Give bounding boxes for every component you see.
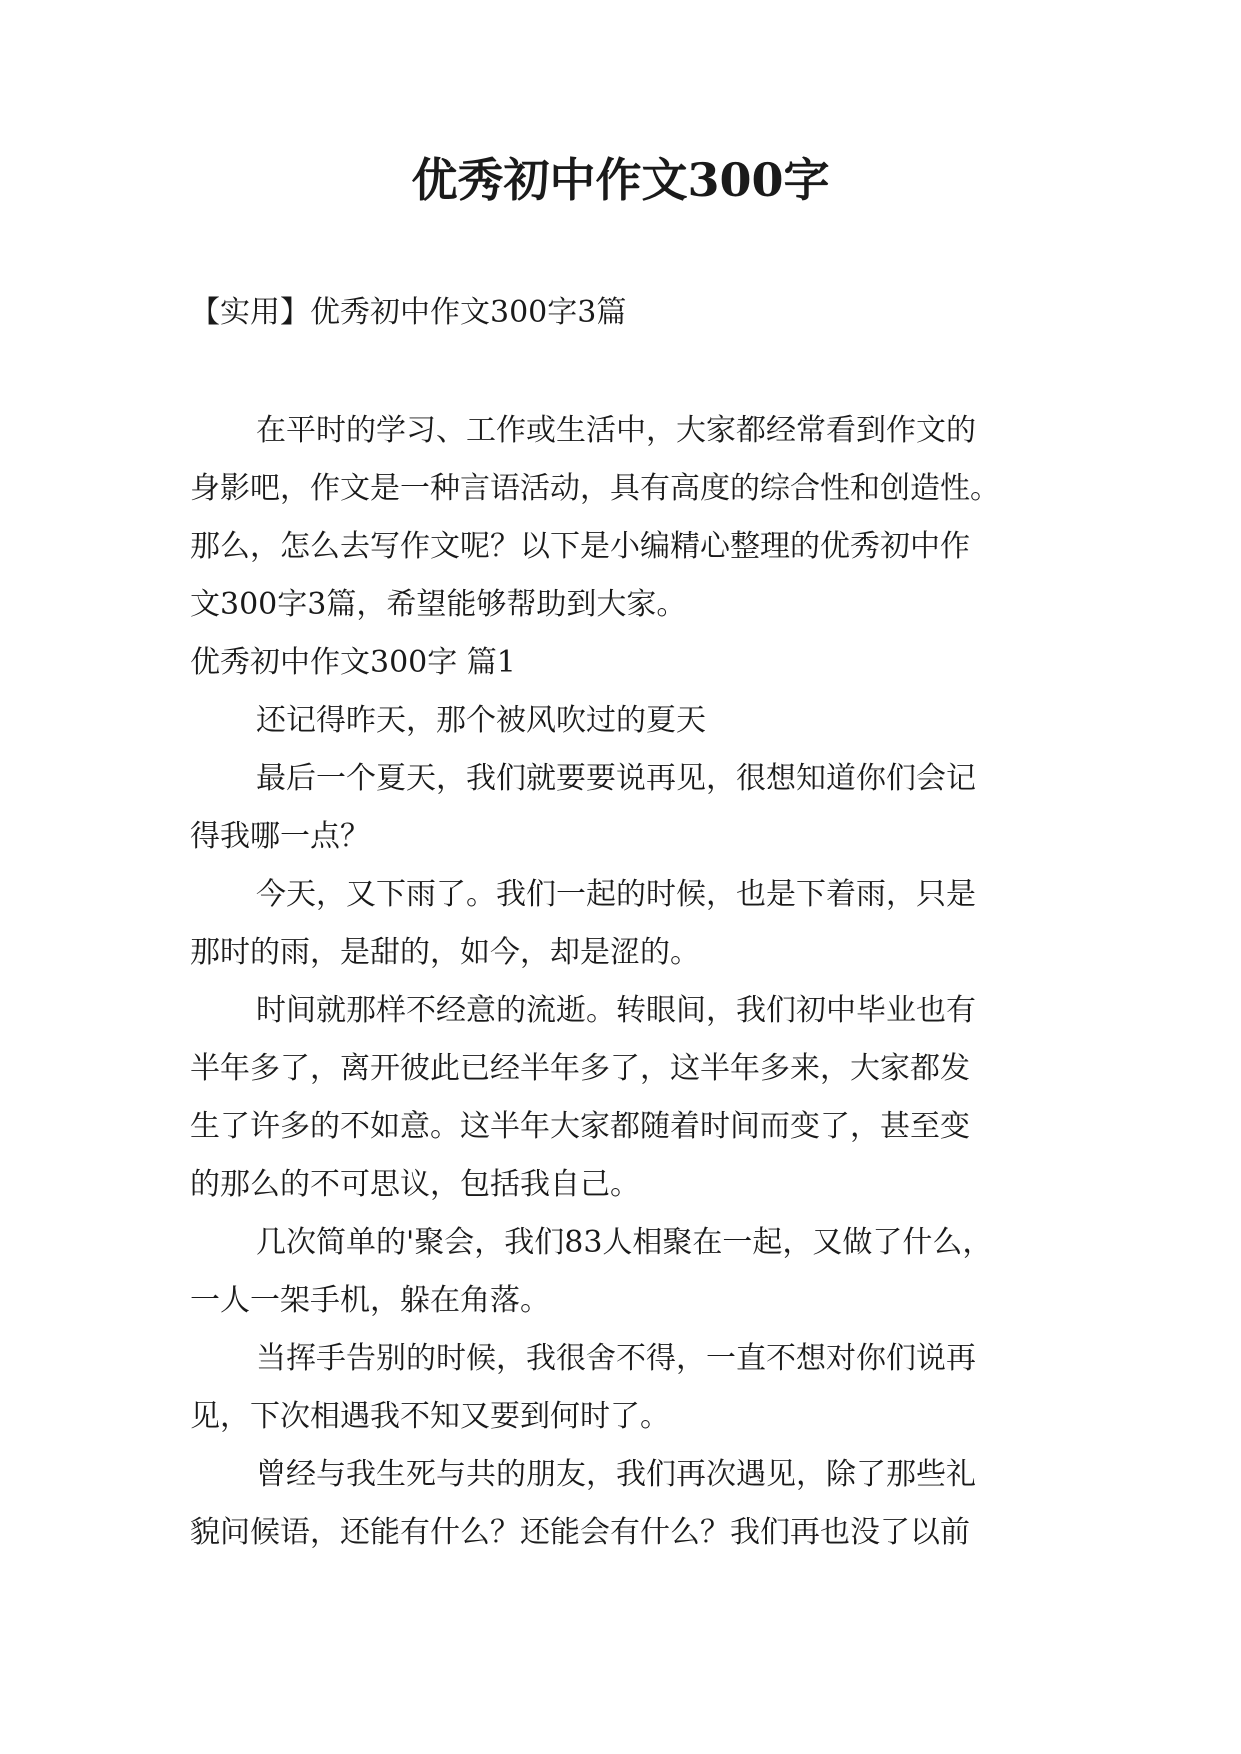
paragraph-line: 文300字3篇，希望能够帮助到大家。 bbox=[190, 587, 687, 622]
paragraph-line: 时间就那样不经意的流逝。转眼间，我们初中毕业也有 bbox=[256, 993, 976, 1028]
paragraph-line: 在平时的学习、工作或生活中，大家都经常看到作文的 bbox=[256, 413, 976, 448]
paragraph-line: 身影吧，作文是一种言语活动，具有高度的综合性和创造性。 bbox=[190, 471, 1000, 506]
document-subtitle: 【实用】优秀初中作文300字3篇 bbox=[190, 295, 627, 330]
paragraph-line: 今天，又下雨了。我们一起的时候，也是下着雨，只是 bbox=[256, 877, 976, 912]
paragraph-line: 曾经与我生死与共的朋友，我们再次遇见，除了那些礼 bbox=[256, 1457, 976, 1492]
document-title: 优秀初中作文300字 bbox=[411, 153, 830, 207]
paragraph-line: 见，下次相遇我不知又要到何时了。 bbox=[190, 1399, 670, 1434]
paragraph-line: 最后一个夏天，我们就要要说再见，很想知道你们会记 bbox=[256, 761, 976, 796]
section-heading: 优秀初中作文300字 篇1 bbox=[190, 645, 516, 680]
paragraph-line: 的那么的不可思议，包括我自己。 bbox=[190, 1167, 640, 1202]
paragraph-line: 那么，怎么去写作文呢？以下是小编精心整理的优秀初中作 bbox=[190, 529, 970, 564]
paragraph-line: 几次简单的'聚会，我们83人相聚在一起，又做了什么， bbox=[256, 1225, 993, 1260]
paragraph-line: 还记得昨天，那个被风吹过的夏天 bbox=[256, 703, 706, 738]
paragraph-line: 半年多了，离开彼此已经半年多了，这半年多来，大家都发 bbox=[190, 1051, 970, 1086]
paragraph-line: 生了许多的不如意。这半年大家都随着时间而变了，甚至变 bbox=[190, 1109, 970, 1144]
paragraph-line: 当挥手告别的时候，我很舍不得，一直不想对你们说再 bbox=[256, 1341, 976, 1376]
paragraph-line: 得我哪一点？ bbox=[190, 819, 370, 854]
paragraph-line: 貌问候语，还能有什么？还能会有什么？我们再也没了以前 bbox=[190, 1515, 970, 1550]
paragraph-line: 一人一架手机，躲在角落。 bbox=[190, 1283, 550, 1318]
paragraph-line: 那时的雨，是甜的，如今，却是涩的。 bbox=[190, 935, 700, 970]
